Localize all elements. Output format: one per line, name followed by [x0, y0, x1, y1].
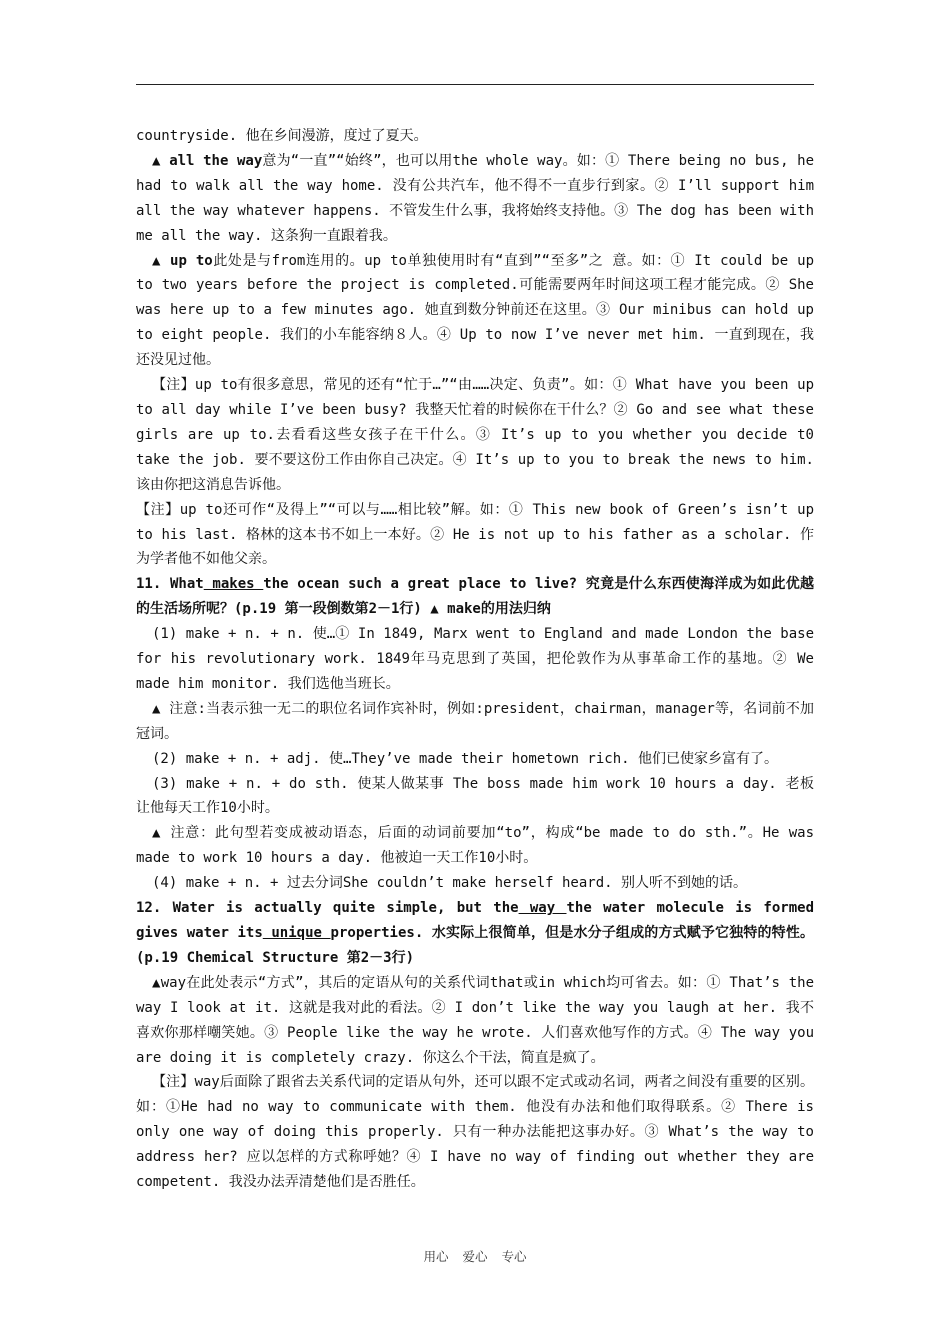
heading-item-11 [136, 572, 814, 622]
item-12-underlined-unique: unique [262, 925, 331, 941]
header-rule [136, 84, 814, 85]
page-footer: 用心 爱心 专心 [423, 1249, 527, 1264]
paragraph-way-meaning: ▲way在此处表示“方式”，其后的定语从句的关系代词that或in which均可省去。如：① That’s the way I look at it. 这就是我对此的看法。② I don’t like the way you laugh at her. 我不喜欢你那样嘲笑她。③ People like the way he wrote. 人们喜欢他写作的方式。④ The way you are doing it is completely crazy. 你这么个干法，简直是疯了。 [136, 974, 814, 1066]
up-to-heading: ▲ up to [152, 252, 213, 269]
make-usage-2: (2) make + n. + adj. 使…They’ve made their hometown rich. 他们已使家乡富有了。 [152, 750, 779, 767]
make-usage-1: (1) make + n. + n. 使…① In 1849, Marx went to England and made London the base for his revolutionary work. 1849年马克思到了英国，把伦敦作为从事革命工作的基地。② We made him monitor. 我们选他当班长。 [136, 626, 814, 692]
paragraph-countryside: countryside. 他在乡间漫游，度过了夏天。 [136, 128, 428, 144]
paragraph-all-the-way [136, 149, 814, 249]
make-usage-3: (3) make + n. + do sth. 使某人做某事 The boss made him work 10 hours a day. 老板让他每天工作10小时。 [136, 775, 814, 817]
make-usage-1-note: ▲ 注意:当表示独一无二的职位名词作宾补时，例如:president，chairman，manager等，名词前不加冠词。 [136, 700, 814, 742]
up-to-body: 此处是与from连用的。up to单独使用时有“直到”“至多”之 意。如：① It could be up to two years before the project is completed.可能需要两年时间这项工程才能完成。② She was here up to a few minutes ago. 她直到数分钟前还在这里。③ Our minibus can hold up to eight people. 我们的小车能容纳８人。④ Up to now I’ve never met him. 一直到现在，我还没见过他。 [136, 252, 814, 369]
paragraph-up-to [136, 249, 814, 374]
item-12-underlined-way: way [518, 900, 567, 917]
note-up-to-comparison: 【注】up to还可作“及得上”“可以与……相比较”解。如：① This new book of Green’s isn’t up to his last. 格林的这本书不如上一本好。② He is not up to his father as a scholar. 作为学者他不如他父亲。 [136, 501, 814, 568]
note-way-infinitive: 【注】way后面除了跟省去关系代词的定语从句外，还可以跟不定式或动名词，两者之间没有重要的区别。如：①He had no way to communicate with them. 他没有办法和他们取得联系。② There is only one way of doing this properly. 只有一种办法能把这事办好。③ What’s the way to address her? 应以怎样的方式称呼她？④ I have no way of finding out whether they are competent. 我没办法弄清楚他们是否胜任。 [136, 1074, 814, 1191]
make-usage-4: (4) make + n. + 过去分词She couldn’t make herself heard. 别人听不到她的话。 [152, 875, 748, 892]
page-content [136, 124, 814, 1195]
make-usage-3-note: ▲ 注意：此句型若变成被动语态，后面的动词前要加“to”，构成“be made to do sth.”。He was made to work 10 hours a day. 他被迫一天工作10小时。 [136, 825, 814, 867]
item-11-underlined-makes: makes [203, 576, 264, 593]
all-the-way-heading: ▲ all the way [152, 152, 263, 169]
item-12-text-b: the water molecule is formed gives water its [136, 900, 814, 941]
all-the-way-body: 意为“一直”“始终”，也可以用the whole way。如：① There being no bus, he had to walk all the way home. 没有公共汽车，他不得不一直步行到家。② I’ll support him all the way whatever happens. 不管发生什么事，我将始终支持他。③ The dog has been with me all the way. 这条狗一直跟着我。 [136, 152, 814, 244]
item-12-text-c: properties. 水实际上很简单，但是水分子组成的方式赋予它独特的特性。(p.19 Chemical Structure 第2－3行) [136, 925, 815, 966]
item-11-text-b: the ocean such a great place to live? 究竟是什么东西使海洋成为如此优越的生活场所呢？(p.19 第一段倒数第2－1行) ▲ make的用法归纳 [136, 576, 814, 618]
item-11-text-a: 11. What [136, 576, 204, 593]
heading-item-12 [136, 896, 814, 971]
note-up-to-meanings: 【注】up to有很多意思，常见的还有“忙于…”“由……决定、负责”。如：① What have you been up to all day while I’ve been busy? 我整天忙着的时候你在干什么？② Go and see what these girls are up to.去看看这些女孩子在干什么。③ It’s up to you whether you decide t0 take the job. 要不要这份工作由你自己决定。④ It’s up to you to break the news to him. 该由你把这消息告诉他。 [136, 377, 814, 493]
item-12-text-a: 12. Water is actually quite simple, but the [136, 900, 519, 917]
